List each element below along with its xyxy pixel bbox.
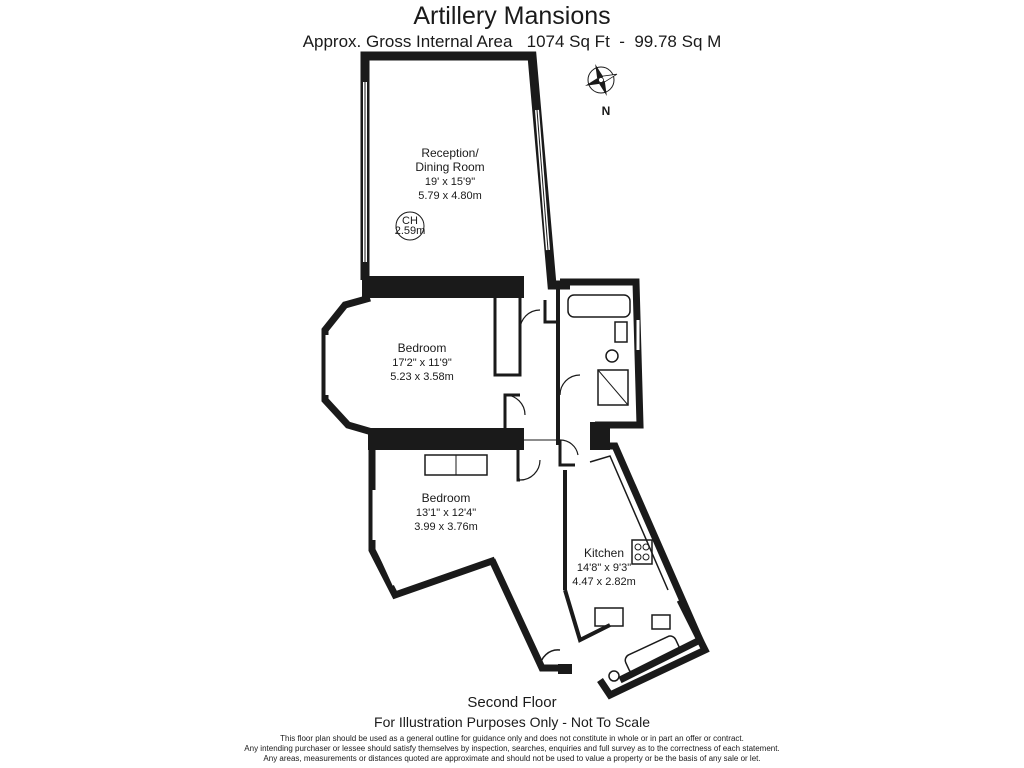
disclaimer-line: Any areas, measurements or distances quoted are approximate and should not be used to value a property or be the basis of any sale or let. — [263, 754, 761, 763]
scale-note: For Illustration Purposes Only - Not To Scale — [374, 714, 650, 730]
compass-label: N — [601, 104, 611, 118]
floor-name: Second Floor — [467, 694, 557, 711]
bedroom2-imperial: 13'1" x 12'4" — [415, 507, 477, 519]
bedroom1-name: Bedroom — [397, 341, 447, 355]
reception-name-1: Reception/ — [421, 146, 479, 160]
bedroom1-bay-wall — [325, 298, 372, 432]
plan-area: Approx. Gross Internal Area 1074 Sq Ft - 99.78 Sq M — [302, 32, 722, 51]
bedroom1-metric: 5.23 x 3.58m — [390, 371, 454, 383]
bedroom1-imperial: 17'2" x 11'9" — [392, 357, 452, 369]
ceiling-height-value: 2.59m — [394, 225, 426, 237]
disclaimer-line: This floor plan should be used as a general outline for guidance only and does not constitute in whole or in part an offer or contract. — [280, 734, 744, 743]
ceiling-height-label: CH — [402, 215, 418, 227]
reception-metric: 5.79 x 4.80m — [418, 190, 482, 202]
kitchen-name: Kitchen — [583, 546, 625, 560]
partition-wall-2 — [368, 428, 524, 450]
reception-imperial: 19' x 15'9" — [424, 176, 476, 188]
bedroom2-metric: 3.99 x 3.76m — [414, 521, 478, 533]
reception-name-2: Dining Room — [415, 160, 485, 174]
disclaimer-line: Any intending purchaser or lessee should satisfy themselves by inspection, searches, enquiries and full survey as to the correctness of each statement. — [244, 744, 780, 753]
partition-wall-1 — [362, 276, 524, 298]
disclaimer — [0, 734, 1024, 764]
compass-icon — [584, 63, 618, 97]
kitchen-metric: 4.47 x 2.82m — [572, 576, 636, 588]
bedroom2-name: Bedroom — [421, 491, 471, 505]
plan-title: Artillery Mansions — [413, 2, 611, 30]
kitchen-imperial: 14'8" x 9'3" — [576, 562, 632, 574]
